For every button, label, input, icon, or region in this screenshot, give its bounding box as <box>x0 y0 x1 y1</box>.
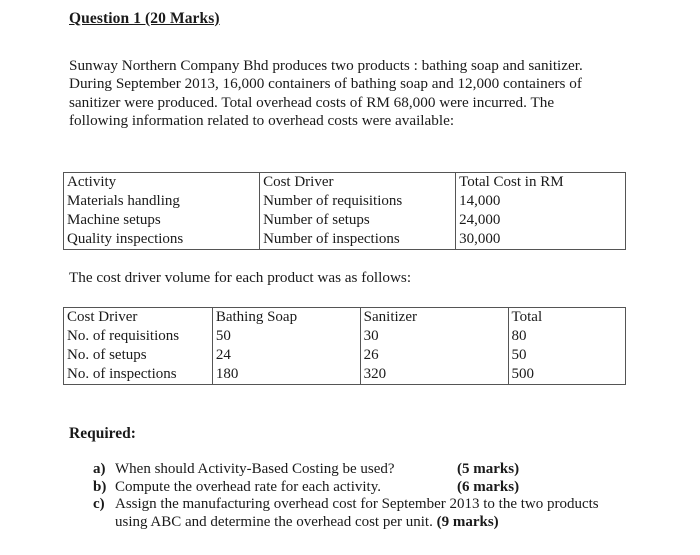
table-cell: Activity <box>64 173 260 193</box>
table-cell: Machine setups <box>64 211 260 230</box>
table-row <box>64 327 626 346</box>
table-cell: No. of inspections <box>64 365 213 385</box>
table-cell: Quality inspections <box>64 230 260 250</box>
table-cell: Materials handling <box>64 192 260 211</box>
question-marks: (9 marks) <box>436 513 499 530</box>
question-text: Assign the manufacturing overhead cost for September 2013 to the two products <box>115 496 599 513</box>
question-label: a) <box>93 461 106 477</box>
table-row <box>64 346 626 365</box>
intro-line: Sunway Northern Company Bhd produces two products : bathing soap and sanitizer. <box>69 57 583 74</box>
table-cell: 80 <box>508 327 626 346</box>
table-cell: Cost Driver <box>260 173 456 193</box>
question-label: c) <box>93 496 105 513</box>
table-cell: 30,000 <box>456 230 626 250</box>
question-text-continued <box>93 514 653 532</box>
intro-line: following information related to overhead costs were available: <box>69 112 455 130</box>
table-header-row <box>64 173 626 193</box>
table-cell: 14,000 <box>456 192 626 211</box>
table-cell: 26 <box>360 346 508 365</box>
intro-line: sanitizer were produced. Total overhead costs of RM 68,000 were incurred. The <box>69 93 555 111</box>
question-marks: (5 marks) <box>457 461 520 477</box>
cost-driver-volume-table <box>63 307 626 385</box>
driver-volume-intro: The cost driver volume for each product was as follows: <box>69 269 412 286</box>
question-title: Question 1 (20 Marks) <box>69 10 220 27</box>
table-cell: No. of requisitions <box>64 327 213 346</box>
question-text: When should Activity-Based Costing be used? <box>115 461 395 477</box>
overhead-cost-table <box>63 172 626 250</box>
question-label: b) <box>93 478 107 495</box>
table-cell: 320 <box>360 365 508 385</box>
table-cell: Total <box>508 308 626 328</box>
table-cell: 30 <box>360 327 508 346</box>
question-item-a <box>93 461 653 479</box>
question-text: Compute the overhead rate for each activity. <box>115 478 381 495</box>
table-row <box>64 230 626 250</box>
intro-paragraph <box>69 57 639 131</box>
table-cell: Sanitizer <box>360 308 508 328</box>
table-cell: 24 <box>212 346 360 365</box>
intro-line: During September 2013, 16,000 containers of bathing soap and 12,000 containers of <box>69 75 582 93</box>
table-cell: Number of setups <box>260 211 456 230</box>
question-text: using ABC and determine the overhead cost per unit. <box>115 513 433 530</box>
table-cell: 500 <box>508 365 626 385</box>
table-cell: 50 <box>508 346 626 365</box>
table-cell: 24,000 <box>456 211 626 230</box>
table-row <box>64 365 626 385</box>
table-cell: Total Cost in RM <box>456 173 626 193</box>
question-item-c <box>93 496 653 531</box>
table-header-row <box>64 308 626 328</box>
required-heading: Required: <box>69 425 136 442</box>
table-cell: Bathing Soap <box>212 308 360 328</box>
table-row <box>64 211 626 230</box>
question-marks: (6 marks) <box>457 478 520 495</box>
table-cell: Cost Driver <box>64 308 213 328</box>
question-list <box>93 461 653 531</box>
table-cell: No. of setups <box>64 346 213 365</box>
table-cell: 180 <box>212 365 360 385</box>
question-item-b <box>93 479 653 497</box>
table-row <box>64 192 626 211</box>
table-cell: Number of inspections <box>260 230 456 250</box>
table-cell: 50 <box>212 327 360 346</box>
table-cell: Number of requisitions <box>260 192 456 211</box>
